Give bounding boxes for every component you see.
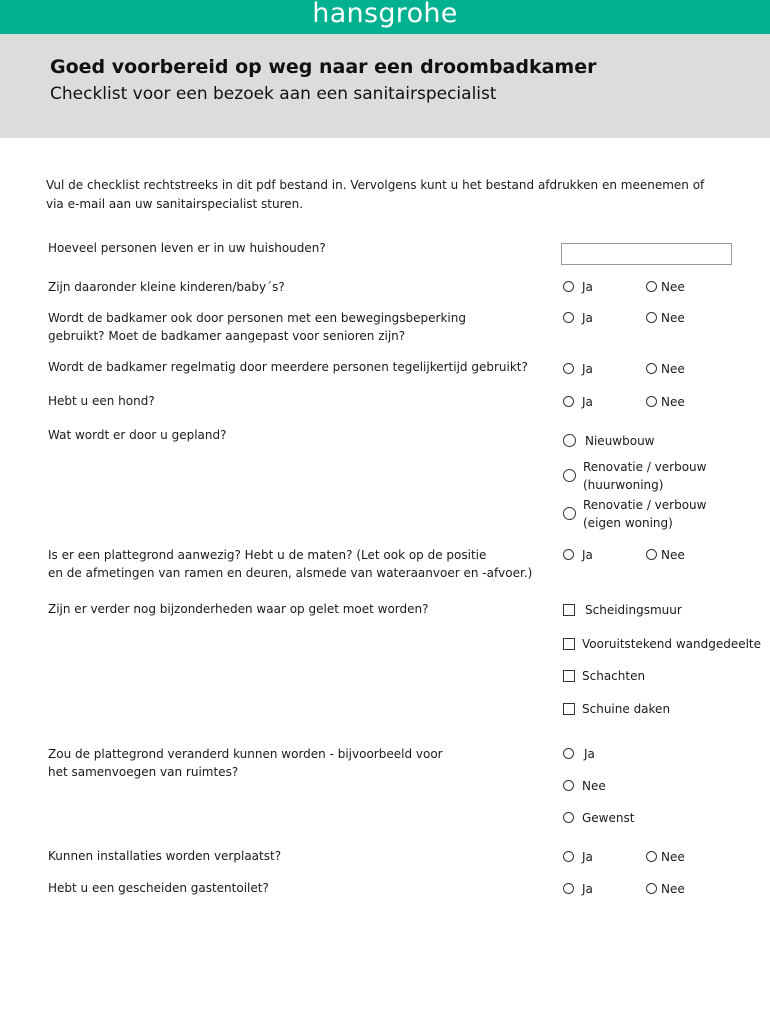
question-line: het samenvoegen van ruimtes? <box>48 765 239 779</box>
option-label: Ja <box>584 747 595 761</box>
move-installations-no-radio[interactable] <box>646 848 685 866</box>
feature-sloped-roofs-checkbox[interactable] <box>563 700 670 718</box>
simultaneous-use-yes-radio[interactable] <box>563 360 593 378</box>
option-label: Renovatie / verbouw (huurwoning) <box>583 460 707 492</box>
radio-circle-icon <box>563 748 574 759</box>
radio-circle-icon <box>563 780 574 791</box>
option-label: Gewenst <box>582 811 635 825</box>
radio-circle-icon <box>563 812 574 823</box>
checkbox-square-icon <box>563 638 575 650</box>
small-children-yes-radio[interactable] <box>563 278 593 296</box>
intro-text <box>46 176 726 214</box>
dog-yes-radio[interactable] <box>563 393 593 411</box>
floor-plan-no-radio[interactable] <box>646 546 685 564</box>
question-guest-toilet: Hebt u een gescheiden gastentoilet? <box>48 881 269 895</box>
planned-renovation-rental-radio[interactable] <box>563 458 723 494</box>
question-change-floor-plan <box>48 745 443 781</box>
question-line: Wordt de badkamer ook door personen met een bewegingsbeperking <box>48 311 466 325</box>
simultaneous-use-no-radio[interactable] <box>646 360 685 378</box>
radio-circle-icon <box>563 549 574 560</box>
option-label: Nee <box>661 548 685 562</box>
dog-no-radio[interactable] <box>646 393 685 411</box>
radio-circle-icon <box>563 851 574 862</box>
question-household-size: Hoeveel personen leven er in uw huishouden? <box>48 241 326 255</box>
option-label: Renovatie / verbouw (eigen woning) <box>583 498 707 530</box>
radio-circle-icon <box>646 312 657 323</box>
question-line: en de afmetingen van ramen en deuren, alsmede van wateraanvoer en -afvoer.) <box>48 566 533 580</box>
radio-circle-icon <box>563 883 574 894</box>
question-dog: Hebt u een hond? <box>48 394 155 408</box>
option-label: Nee <box>661 395 685 409</box>
small-children-no-radio[interactable] <box>646 278 685 296</box>
question-special-features: Zijn er verder nog bijzonderheden waar op gelet moet worden? <box>48 602 429 616</box>
question-floor-plan <box>48 546 532 582</box>
option-label: Vooruitstekend wandgedeelte <box>582 637 762 651</box>
page-title: Goed voorbereid op weg naar een droombadkamer <box>50 56 597 78</box>
move-installations-yes-radio[interactable] <box>563 848 593 866</box>
option-label: Schachten <box>582 669 646 683</box>
option-label: Ja <box>582 395 593 409</box>
question-planned-work: Wat wordt er door u gepland? <box>48 428 227 442</box>
guest-toilet-no-radio[interactable] <box>646 880 685 898</box>
option-label: Ja <box>582 548 593 562</box>
feature-shafts-checkbox[interactable] <box>563 667 645 685</box>
radio-circle-icon <box>563 363 574 374</box>
planned-new-build-radio[interactable] <box>563 432 655 450</box>
page-subtitle: Checklist voor een bezoek aan een sanitairspecialist <box>50 84 497 104</box>
radio-circle-icon <box>563 281 574 292</box>
radio-circle-icon <box>646 281 657 292</box>
radio-circle-icon <box>563 312 574 323</box>
intro-line-1: Vul de checklist rechtstreeks in dit pdf bestand in. Vervolgens kunt u het bestand afdrukken en meenemen of <box>46 178 705 192</box>
checkbox-square-icon <box>563 604 575 616</box>
radio-circle-icon <box>646 396 657 407</box>
option-label: Ja <box>582 280 593 294</box>
mobility-no-radio[interactable] <box>646 309 685 327</box>
planned-renovation-owned-radio[interactable] <box>563 496 723 532</box>
intro-line-2: via e-mail aan uw sanitairspecialist sturen. <box>46 197 304 211</box>
radio-circle-icon <box>646 883 657 894</box>
radio-circle-icon <box>646 851 657 862</box>
option-label: Schuine daken <box>582 702 671 716</box>
feature-partition-wall-checkbox[interactable] <box>563 601 682 619</box>
option-label: Nee <box>661 362 685 376</box>
checkbox-square-icon <box>563 703 575 715</box>
option-label: Nieuwbouw <box>585 434 655 448</box>
radio-circle-icon <box>563 469 576 482</box>
radio-circle-icon <box>563 507 576 520</box>
question-move-installations: Kunnen installaties worden verplaatst? <box>48 849 282 863</box>
question-small-children: Zijn daaronder kleine kinderen/baby´s? <box>48 280 285 294</box>
option-label: Nee <box>661 311 685 325</box>
feature-protruding-wall-checkbox[interactable] <box>563 635 761 653</box>
question-line: Zou de plattegrond veranderd kunnen worden - bijvoorbeeld voor <box>48 747 443 761</box>
guest-toilet-yes-radio[interactable] <box>563 880 593 898</box>
radio-circle-icon <box>563 396 574 407</box>
question-line: Is er een plattegrond aanwezig? Hebt u de maten? (Let ook op de positie <box>48 548 487 562</box>
option-label: Ja <box>582 362 593 376</box>
option-label: Nee <box>582 779 606 793</box>
option-label: Ja <box>582 311 593 325</box>
mobility-yes-radio[interactable] <box>563 309 593 327</box>
checkbox-square-icon <box>563 670 575 682</box>
change-floor-plan-desired-radio[interactable] <box>563 809 634 827</box>
radio-circle-icon <box>563 434 576 447</box>
question-line: gebruikt? Moet de badkamer aangepast voor senioren zijn? <box>48 329 406 343</box>
option-label: Scheidingsmuur <box>585 603 682 617</box>
option-label: Ja <box>582 850 593 864</box>
option-label: Nee <box>661 882 685 896</box>
option-label: Nee <box>661 850 685 864</box>
question-simultaneous-use: Wordt de badkamer regelmatig door meerdere personen tegelijkertijd gebruikt? <box>48 360 528 374</box>
floor-plan-yes-radio[interactable] <box>563 546 593 564</box>
radio-circle-icon <box>646 549 657 560</box>
radio-circle-icon <box>646 363 657 374</box>
question-mobility <box>48 309 466 345</box>
brand-bar <box>0 0 770 34</box>
change-floor-plan-no-radio[interactable] <box>563 777 606 795</box>
option-label: Ja <box>582 882 593 896</box>
option-label: Nee <box>661 280 685 294</box>
change-floor-plan-yes-radio[interactable] <box>563 745 595 763</box>
hansgrohe-logo: hansgrohe <box>312 0 458 29</box>
household-size-field[interactable] <box>561 243 732 265</box>
